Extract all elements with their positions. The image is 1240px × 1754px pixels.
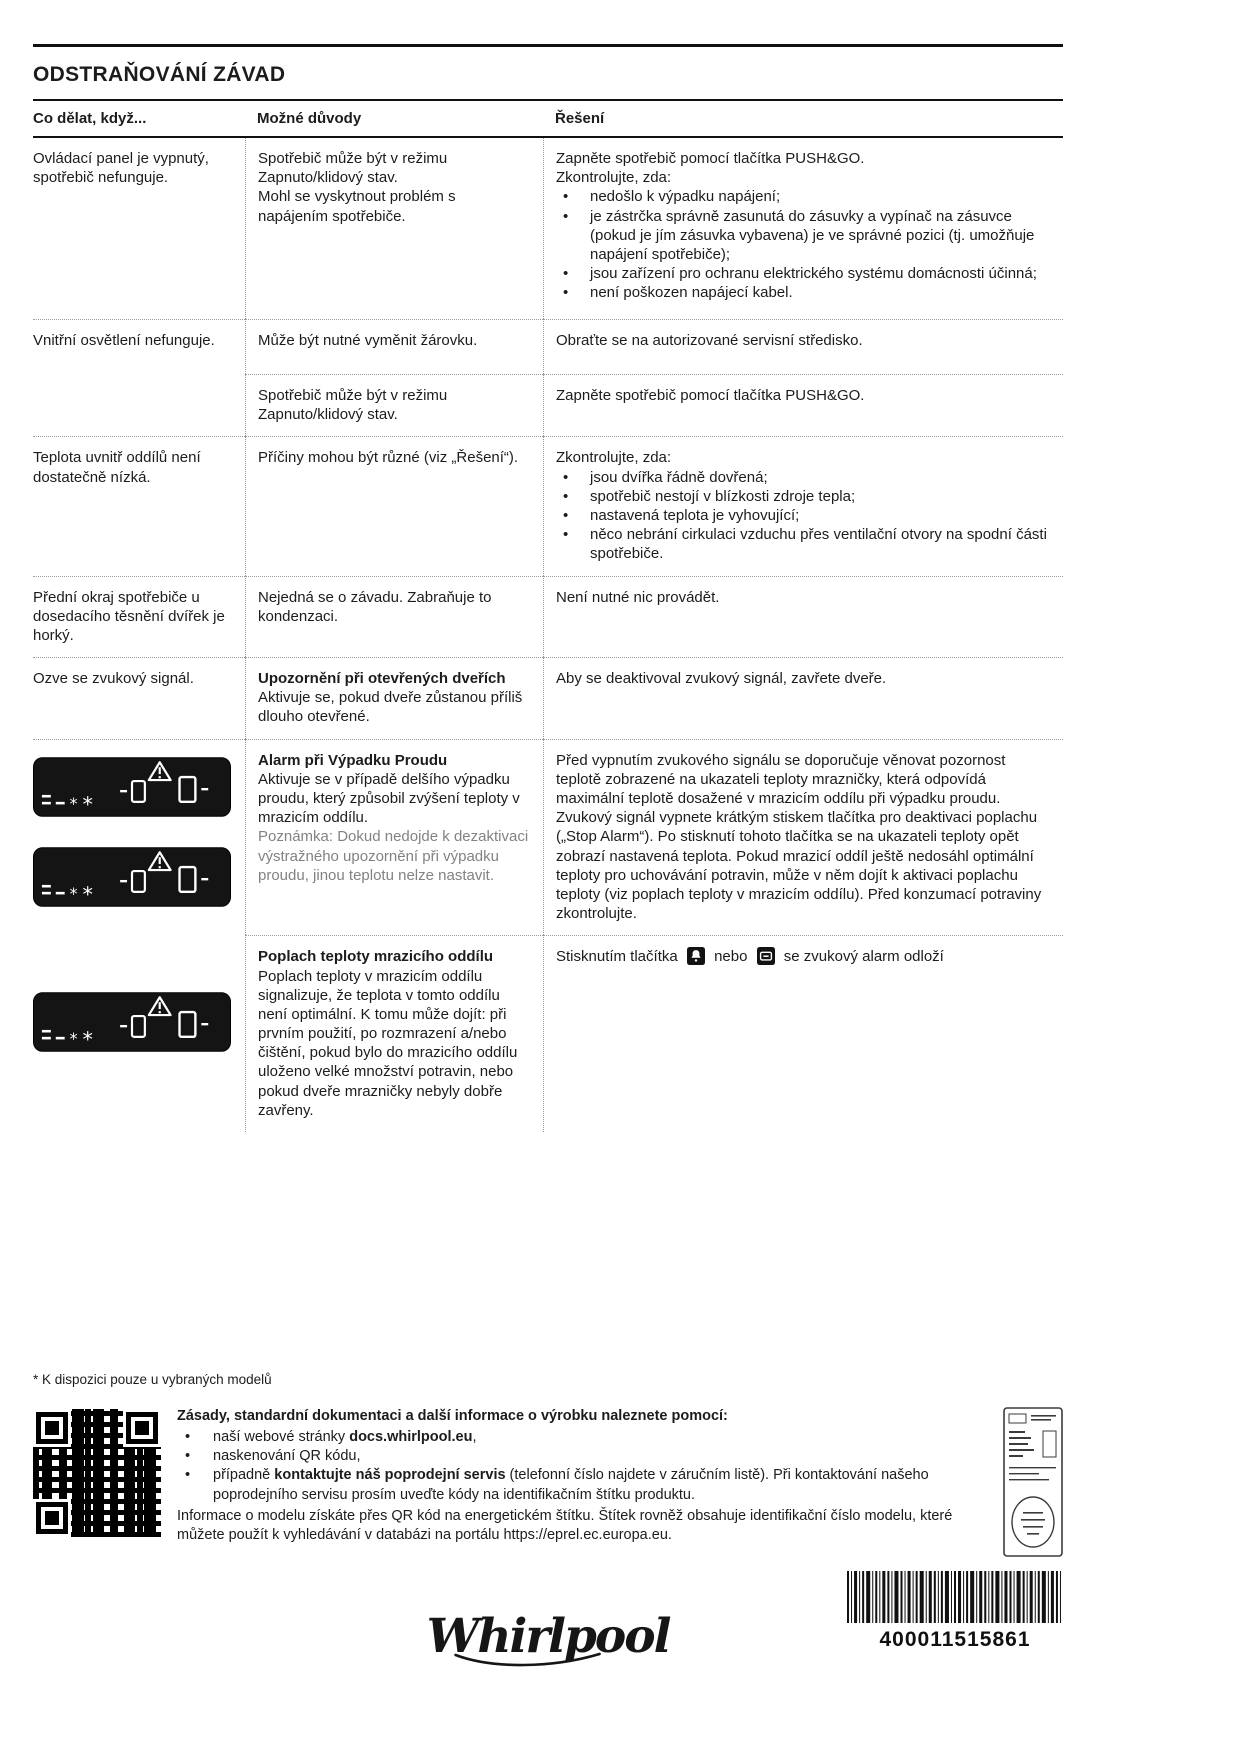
svg-text:*: *: [82, 792, 93, 817]
bullet-item: • spotřebič nestojí v blízkosti zdroje tepla;: [556, 487, 1049, 506]
top-rule: [33, 44, 1063, 47]
svg-text:*: *: [69, 883, 78, 903]
bullet-item: • nastavená teplota je vyhovující;: [556, 506, 1049, 525]
eprel-paragraph: Informace o modelu získáte přes QR kód na energetickém štítku. Štítek rovněž obsahuje identifikační číslo modelu, které můžete použít k vyhledávání v databázi na portálu https://eprel.ec.europa.eu.: [177, 1507, 953, 1543]
barcode-number: 400011515861: [879, 1628, 1031, 1651]
qr-finder-icon: [123, 1409, 161, 1447]
cause-cell: [245, 576, 543, 658]
info-text-fragment: naší webové stránky: [213, 1429, 350, 1446]
cause-cell: [245, 436, 543, 575]
table-row: [33, 138, 1063, 319]
table-row: [33, 436, 1063, 575]
cause-title: Poplach teploty mrazicího oddílu: [258, 948, 494, 966]
info-bullet-list: [177, 1428, 983, 1505]
info-text-fragment: (telefonní číslo najdete v záručním listě). Při kontaktování našeho poprodejního servisu prosím uveďte kódy na identifikačním štítku produktu.: [213, 1467, 929, 1503]
bullet-item: [177, 1466, 983, 1504]
symptom-text: Teplota uvnitř oddílů není dostatečně nízká.: [33, 449, 201, 486]
cause-text: Spotřebič může být v režimu Zapnuto/klidový stav.: [258, 150, 448, 187]
bullet-item: • něco nebrání cirkulaci vzduchu přes ventilační otvory na spodní části spotřebiče.: [556, 525, 1049, 563]
solution-cell: [543, 319, 1063, 374]
cause-note: Poznámka: Dokud nedojde k dezaktivaci výstražného upozornění při výpadku proudu, jinou teplotu nelze nastavit.: [258, 828, 529, 884]
stop-alarm-button-icon: [687, 947, 705, 965]
energy-label-icon: [1003, 1407, 1063, 1557]
barcode-block: [847, 1571, 1063, 1652]
bullet-item: • naskenování QR kódu,: [177, 1447, 983, 1466]
cause-cell: [245, 319, 543, 374]
solution-text: [556, 947, 1049, 966]
solution-cell: [543, 576, 1063, 658]
solution-text: Zapněte spotřebič pomocí tlačítka PUSH&GO.: [556, 387, 865, 404]
cause-text: Mohl se vyskytnout problém s napájením spotřebiče.: [258, 188, 456, 225]
qr-finder-icon: [33, 1409, 71, 1447]
solution-bullet-list: [556, 468, 1049, 564]
solution-text: Zapněte spotřebič pomocí tlačítka PUSH&GO.: [556, 150, 865, 167]
bullet-item: • nedošlo k výpadku napájení;: [556, 187, 1049, 206]
cause-title: Upozornění při otevřených dveřích: [258, 670, 506, 688]
info-text-fragment: případně: [213, 1467, 275, 1484]
column-header-causes: Možné důvody: [257, 110, 362, 127]
cause-text: Aktivuje se, pokud dveře zůstanou příliš dlouho otevřené.: [258, 689, 523, 726]
symptom-text: Ovládací panel je vypnutý, spotřebič nefunguje.: [33, 150, 209, 187]
table-row: [33, 657, 1063, 739]
table-row: [33, 739, 1063, 936]
bullet-item: • není poškozen napájecí kabel.: [556, 283, 1049, 302]
solution-cell: [543, 374, 1063, 436]
column-header-symptom: Co dělat, když...: [33, 110, 147, 127]
solution-text: Obraťte se na autorizované servisní středisko.: [556, 332, 863, 349]
cause-text: Může být nutné vyměnit žárovku.: [258, 332, 478, 349]
symptom-cell: [33, 576, 245, 658]
control-panel-display-icon: [33, 757, 231, 817]
bullet-item: • jsou dvířka řádně dovřená;: [556, 468, 1049, 487]
symptom-text: Ozve se zvukový signál.: [33, 670, 194, 688]
cause-text: Spotřebič může být v režimu Zapnuto/klidový stav.: [258, 387, 448, 424]
page-title: ODSTRAŇOVÁNÍ ZÁVAD: [33, 63, 286, 86]
brand-name: Whirlpool: [426, 1609, 670, 1664]
solution-text: Aby se deaktivoval zvukový signál, zavřete dveře.: [556, 670, 887, 688]
table-row: [33, 319, 1063, 436]
info-intro: Zásady, standardní dokumentaci a další informace o výrobku naleznete pomocí:: [177, 1408, 728, 1424]
page-footer: [33, 1571, 1063, 1751]
qr-finder-icon: [33, 1499, 71, 1537]
solution-text: Není nutné nic provádět.: [556, 588, 720, 606]
symptom-text: Vnitřní osvětlení nefunguje.: [33, 332, 215, 349]
solution-cell: [543, 436, 1063, 575]
cause-cell: [245, 657, 543, 739]
cause-cell: [245, 138, 543, 319]
svg-text:*: *: [82, 882, 93, 907]
cause-cell: [245, 739, 543, 936]
column-header-solutions: Řešení: [555, 110, 605, 127]
website-link: docs.whirlpool.eu: [349, 1429, 473, 1446]
cause-text: Nejedná se o závadu. Zabraňuje to kondenzaci.: [258, 588, 492, 625]
cause-title: Alarm při Výpadku Proudu: [258, 751, 448, 769]
info-text-block: [161, 1407, 1003, 1557]
cause-cell: [245, 374, 543, 436]
models-footnote: * K dispozici pouze u vybraných modelů: [33, 1372, 272, 1387]
symptom-text: Přední okraj spotřebiče u dosedacího těsnění dvířek je horký.: [33, 588, 225, 644]
alarm-display-button-icon: [757, 947, 775, 965]
symptom-cell: [33, 319, 245, 436]
cause-text: Příčiny mohou být různé (viz „Řešení“).: [258, 449, 519, 467]
barcode-icon: [847, 1571, 1063, 1623]
bullet-item: • je zástrčka správně zasunutá do zásuvky a vypínač na zásuvce (pokud je jím zásuvka vybavena) je ve správné pozici (tj. umožňuje napájení spotřebiče);: [556, 207, 1049, 265]
info-text-fragment: ,: [472, 1429, 477, 1446]
symptom-cell: [33, 138, 245, 319]
svg-text:*: *: [69, 793, 78, 813]
solution-cell: [543, 739, 1063, 936]
table-row: [33, 576, 1063, 658]
solution-text: Před vypnutím zvukového signálu se doporučuje věnovat pozornost teplotě zobrazené na ukazateli teploty mrazničky, která odpovídá maximální teplotě dosažené v mrazicím oddílu při výpadku proudu. Zvukový signál vypnete krátkým stiskem tlačítka pro deaktivaci poplachu („Stop Alarm“). Po stisknutí tohoto tlačítka se na ukazateli teploty opět zobrazí nastavená teplota. Pokud mrazicí oddíl ještě nedosáhl optimální teploty pro uchovávání potravin, může v něm dojít k aktivaci poplachu teploty (viz poplach teploty v mrazicím oddílu). Před konzumací potraviny zkontrolujte.: [556, 751, 1042, 923]
control-panel-display-icon: [33, 992, 231, 1052]
product-info-section: [33, 1407, 1063, 1557]
cause-text: Poplach teploty v mrazicím oddílu signalizuje, že teplota v tomto oddílu není optimální. K tomu může dojít: při prvním použití, po rozmrazení a/nebo čištění, pokud bylo do mrazicího oddílu uloženo velké množství potravin, nebo pokud dveře mrazničky nebyly dobře zavřeny.: [258, 967, 518, 1119]
display-panel-cell: [33, 935, 245, 1132]
qr-code-icon: [33, 1409, 161, 1537]
symptom-cell: [33, 436, 245, 575]
solution-cell: [543, 935, 1063, 1132]
solution-text-fragment: Stisknutím tlačítka: [556, 948, 678, 966]
control-panel-display-icon: [33, 847, 231, 907]
bullet-item: • jsou zařízení pro ochranu elektrického systému domácnosti účinná;: [556, 264, 1049, 283]
svg-text:*: *: [82, 1028, 93, 1053]
whirlpool-logo: [427, 1609, 670, 1664]
service-contact-text: kontaktujte náš poprodejní servis: [274, 1467, 506, 1484]
cause-cell: [245, 935, 543, 1132]
symptom-cell: [33, 657, 245, 739]
bullet-item: [177, 1428, 983, 1447]
solution-text: Zkontrolujte, zda:: [556, 169, 672, 187]
table-row: [33, 935, 1063, 1132]
logo-swoosh-icon: [453, 1652, 603, 1668]
solution-text: Zkontrolujte, zda:: [556, 449, 672, 467]
solution-cell: [543, 657, 1063, 739]
solution-text-fragment: nebo: [714, 948, 748, 966]
display-panel-cell: [33, 739, 245, 936]
svg-text:*: *: [69, 1029, 78, 1049]
solution-text-fragment: se zvukový alarm odloží: [783, 948, 944, 966]
cause-text: Aktivuje se v případě delšího výpadku proudu, který způsobil zvýšení teploty v mrazicím oddílu.: [258, 770, 520, 827]
table-header-row: [33, 99, 1063, 138]
solution-cell: [543, 138, 1063, 319]
solution-bullet-list: [556, 187, 1049, 302]
